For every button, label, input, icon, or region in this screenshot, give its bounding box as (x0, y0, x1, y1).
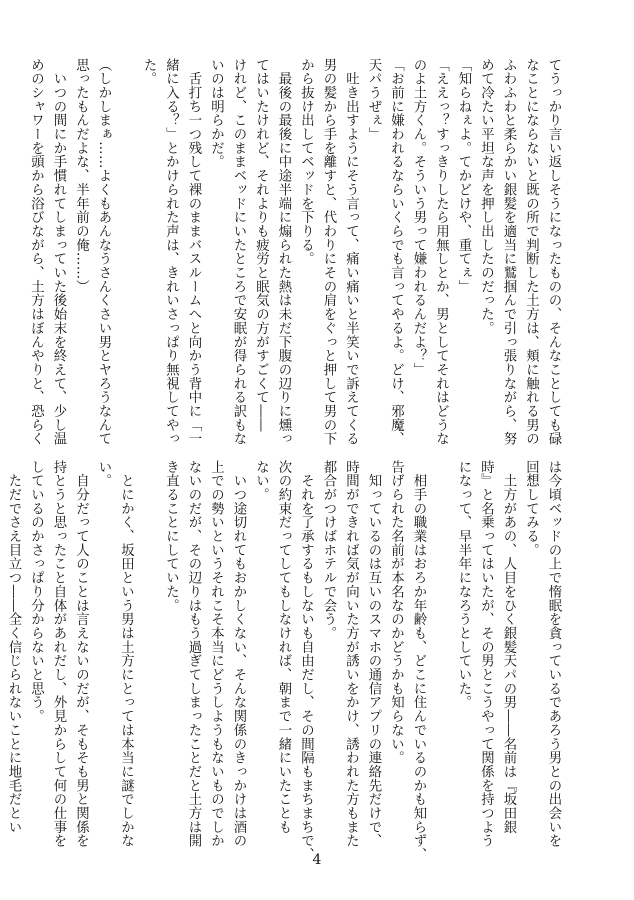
text-column: ないのだが、その辺りはもう過ぎてしまったことだと土方は開 (186, 460, 201, 848)
text-column: 「お前に嫌われるならいくらでも言ってやるよ。どけ、邪魔、 (388, 58, 404, 446)
text-column: い。 (96, 460, 111, 488)
text-column: 吐き出すようにそう言って、痛い痛いと半笑いで訴えてくる (343, 58, 359, 446)
text-column: は今頃ベッドの上で惰眠を貪っているであろう男との出会いを (546, 460, 561, 848)
text-column: いのは明らかだ。 (208, 58, 224, 169)
text-column: 次の約束だってしてもしなければ、朝まで一緒にいたことも (276, 460, 291, 834)
text-column: 持とうと思ったこと自体があれだし、外見からして何の仕事を (51, 460, 66, 848)
text-column: めて冷たい平坦な声を押し出したのだった。 (478, 58, 494, 335)
text-column: 時』と名乗ってはいたが、その男とこうやって関係を持つよう (478, 460, 494, 848)
text-column: 都合がつけばホテルで会う。 (321, 460, 336, 641)
text-column: た。 (141, 58, 156, 86)
text-column: それを了承するもしないも自由だし、その間隔もまちまちで、 (298, 460, 314, 862)
text-column: てはいたけれど、それよりも疲労と眠気の方がすごくて―― (253, 58, 269, 432)
text-column: 「知らねぇよ。てかどけや、重てぇ」 (456, 58, 471, 294)
text-column: 最後の最後に中途半端に煽られた熱は未だ下腹の辺りに燻っ (276, 58, 291, 446)
text-column: ない。 (253, 460, 269, 502)
text-column: から抜け出してベッドを下りる。 (298, 58, 314, 266)
text-column: 思ったもんだよな、半年前の俺……） (73, 58, 89, 294)
page-number: 4 (312, 852, 322, 868)
text-column: 知っているのは互いのスマホの通信アプリの連絡先だけで、 (366, 460, 381, 848)
text-column: 天パうぜぇ」 (366, 58, 381, 142)
text-column: なことにならないと既の所で判断した土方は、頬に触れる男の (523, 58, 539, 446)
text-column: 緒に入る？」とかけられた声は、きれいさっぱり無視してやっ (163, 58, 179, 446)
text-column: 相手の職業はおろか年齢も、どこに住んでいるのかも知らず、 (411, 460, 426, 862)
text-column: 告げられた名前が本名なのかどうかも知らない。 (388, 460, 404, 765)
text-column (0, 460, 2, 826)
text-column: とにかく、坂田という男は土方にとっては本当に謎でしかな (118, 460, 134, 848)
text-column: てうっかり言い返しそうになったものの、そんなことしても碌 (546, 58, 561, 446)
text-column: （しかしまぁ……よくもあんなうさんくさい男とヤろうなんて (96, 58, 111, 446)
text-column: けれど、このままベッドにいたところで安眠が得られる訳もな (231, 58, 246, 446)
text-column (137, 460, 160, 826)
text-column: ふわふわと柔らかい銀髪を適当に鷲掴んで引っ張りながら、努 (501, 58, 516, 446)
text-column: いつ途切れてもおかしくない、そんな関係のきっかけは酒の (231, 460, 246, 848)
text-column: 自分だって人のことは言えないのだが、そもそも男と関係を (73, 460, 89, 848)
text-column: 「ええっ？すっきりしたら用無しとか、男としてそれはどうな (433, 58, 449, 446)
text-column (429, 460, 452, 826)
text-column: 上での勢いというそれこそ本当にどうしようもないものでしか (208, 460, 224, 848)
text-column: しているのかさっぱり分からないと思う。 (28, 460, 44, 724)
text-column: 回想してみる。 (523, 460, 539, 557)
upper-text-block (28, 58, 564, 446)
text-column: ただでさえ目立つ――全く信じられないことに地毛だとい (6, 460, 21, 834)
text-column (114, 58, 137, 424)
text-column: のよ土方くん。そういう男って嫌われるんだよ？」 (411, 58, 426, 377)
text-column: き直ることにしていた。 (163, 460, 179, 613)
text-column: めのシャワーを頭から浴びながら、土方はぼんやりと、恐らく (28, 58, 44, 446)
text-column: 男の髪から手を離すと、代わりにその肩をぐっと押して男の下 (321, 58, 336, 446)
text-column: 土方があの、人目をひく銀髪天パの男――名前は『坂田銀 (501, 460, 516, 834)
text-column: になって、早半年になろうとしていた。 (456, 460, 471, 710)
text-column: 舌打ち一つ残して裸のままバスルームへと向かう背中に「一 (186, 58, 201, 446)
lower-text-block (6, 460, 564, 862)
text-column: 時間ができれば気が向いた方が誘いをかけ、誘われた方もまた (343, 460, 359, 848)
text-column: いつの間にか手慣れてしまっていた後始末を終えて、少し温 (51, 58, 66, 446)
